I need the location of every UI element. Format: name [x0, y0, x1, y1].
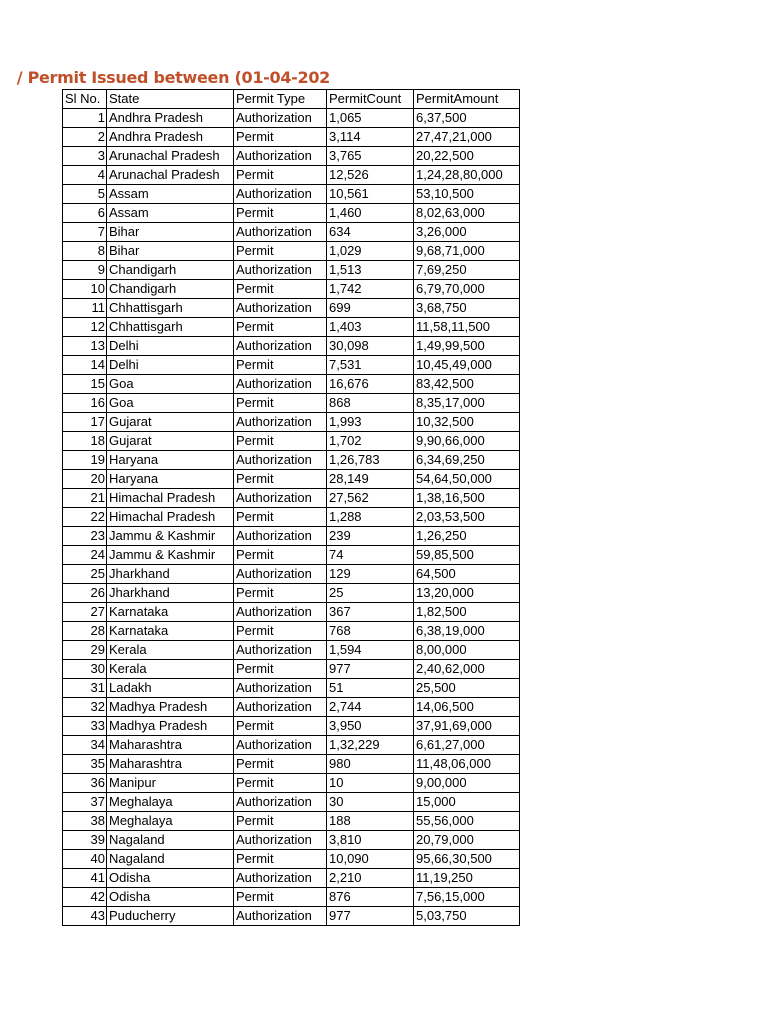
permit-amount-cell[interactable]: 3,68,750 — [414, 299, 520, 318]
table-row — [63, 204, 520, 223]
permit-count-cell[interactable]: 16,676 — [327, 375, 414, 394]
permit-type-cell[interactable]: Authorization — [234, 451, 327, 470]
permit-type-cell[interactable]: Permit — [234, 128, 327, 147]
state-cell[interactable]: Jharkhand — [107, 584, 234, 603]
permit-type-cell[interactable]: Permit — [234, 888, 327, 907]
sl-no-cell[interactable]: 9 — [63, 261, 107, 280]
permit-count-cell[interactable]: 977 — [327, 660, 414, 679]
permit-type-cell[interactable]: Permit — [234, 470, 327, 489]
sl-no-cell[interactable]: 38 — [63, 812, 107, 831]
permit-count-cell[interactable]: 51 — [327, 679, 414, 698]
table-row — [63, 717, 520, 736]
permit-amount-cell[interactable]: 1,82,500 — [414, 603, 520, 622]
permit-type-cell[interactable]: Authorization — [234, 185, 327, 204]
table-row — [63, 261, 520, 280]
permit-count-cell[interactable]: 25 — [327, 584, 414, 603]
permit-count-cell[interactable]: 28,149 — [327, 470, 414, 489]
state-cell[interactable]: Himachal Pradesh — [107, 508, 234, 527]
table-row — [63, 375, 520, 394]
table-row — [63, 907, 520, 926]
permit-amount-cell[interactable]: 55,56,000 — [414, 812, 520, 831]
state-cell[interactable]: Jharkhand — [107, 565, 234, 584]
state-cell[interactable]: Assam — [107, 204, 234, 223]
permit-count-cell[interactable]: 1,065 — [327, 109, 414, 128]
permit-type-cell[interactable]: Authorization — [234, 736, 327, 755]
permit-type-cell[interactable]: Permit — [234, 280, 327, 299]
permit-amount-cell[interactable]: 11,48,06,000 — [414, 755, 520, 774]
state-cell[interactable]: Puducherry — [107, 907, 234, 926]
sl-no-cell[interactable]: 39 — [63, 831, 107, 850]
permit-type-cell[interactable]: Authorization — [234, 413, 327, 432]
sl-no-cell[interactable]: 43 — [63, 907, 107, 926]
table-row — [63, 128, 520, 147]
sl-no-cell[interactable]: 22 — [63, 508, 107, 527]
permit-amount-cell[interactable]: 1,38,16,500 — [414, 489, 520, 508]
state-cell[interactable]: Delhi — [107, 356, 234, 375]
permit-amount-cell[interactable]: 2,03,53,500 — [414, 508, 520, 527]
permit-table — [62, 89, 520, 926]
permit-amount-cell[interactable]: 37,91,69,000 — [414, 717, 520, 736]
table-row — [63, 109, 520, 128]
sl-no-cell[interactable]: 2 — [63, 128, 107, 147]
permit-count-cell[interactable]: 30,098 — [327, 337, 414, 356]
permit-type-cell[interactable]: Permit — [234, 242, 327, 261]
table-row — [63, 793, 520, 812]
permit-amount-cell[interactable]: 1,26,250 — [414, 527, 520, 546]
permit-amount-cell[interactable]: 3,26,000 — [414, 223, 520, 242]
sl-no-cell[interactable]: 15 — [63, 375, 107, 394]
header-cell-permit-count[interactable]: PermitCount — [327, 90, 414, 109]
permit-type-cell[interactable]: Permit — [234, 432, 327, 451]
permit-count-cell[interactable]: 1,993 — [327, 413, 414, 432]
sl-no-cell[interactable]: 19 — [63, 451, 107, 470]
permit-amount-cell[interactable]: 59,85,500 — [414, 546, 520, 565]
state-cell[interactable]: Chandigarh — [107, 261, 234, 280]
sl-no-cell[interactable]: 10 — [63, 280, 107, 299]
sl-no-cell[interactable]: 11 — [63, 299, 107, 318]
table-row — [63, 394, 520, 413]
permit-count-cell[interactable]: 1,594 — [327, 641, 414, 660]
header-cell-permit-amount[interactable]: PermitAmount — [414, 90, 520, 109]
table-row — [63, 888, 520, 907]
permit-amount-cell[interactable]: 7,69,250 — [414, 261, 520, 280]
state-cell[interactable]: Delhi — [107, 337, 234, 356]
table-row — [63, 356, 520, 375]
permit-amount-cell[interactable]: 8,35,17,000 — [414, 394, 520, 413]
table-row — [63, 546, 520, 565]
permit-type-cell[interactable]: Authorization — [234, 223, 327, 242]
table-row — [63, 413, 520, 432]
state-cell[interactable]: Maharashtra — [107, 755, 234, 774]
table-row — [63, 299, 520, 318]
table-row — [63, 223, 520, 242]
table-row — [63, 603, 520, 622]
sl-no-cell[interactable]: 16 — [63, 394, 107, 413]
permit-count-cell[interactable]: 10 — [327, 774, 414, 793]
sl-no-cell[interactable]: 32 — [63, 698, 107, 717]
permit-count-cell[interactable]: 3,810 — [327, 831, 414, 850]
permit-count-cell[interactable]: 1,513 — [327, 261, 414, 280]
permit-count-cell[interactable]: 1,742 — [327, 280, 414, 299]
sl-no-cell[interactable]: 1 — [63, 109, 107, 128]
permit-amount-cell[interactable]: 11,58,11,500 — [414, 318, 520, 337]
sl-no-cell[interactable]: 26 — [63, 584, 107, 603]
permit-amount-cell[interactable]: 6,79,70,000 — [414, 280, 520, 299]
permit-type-cell[interactable]: Authorization — [234, 679, 327, 698]
state-cell[interactable]: Arunachal Pradesh — [107, 166, 234, 185]
table-row — [63, 698, 520, 717]
permit-type-cell[interactable]: Permit — [234, 812, 327, 831]
sl-no-cell[interactable]: 31 — [63, 679, 107, 698]
permit-type-cell[interactable]: Permit — [234, 850, 327, 869]
table-row — [63, 755, 520, 774]
permit-amount-cell[interactable]: 2,40,62,000 — [414, 660, 520, 679]
state-cell[interactable]: Manipur — [107, 774, 234, 793]
permit-count-cell[interactable]: 30 — [327, 793, 414, 812]
table-row — [63, 508, 520, 527]
sl-no-cell[interactable]: 8 — [63, 242, 107, 261]
state-cell[interactable]: Madhya Pradesh — [107, 717, 234, 736]
permit-amount-cell[interactable]: 9,00,000 — [414, 774, 520, 793]
table-row — [63, 337, 520, 356]
permit-amount-cell[interactable]: 1,24,28,80,000 — [414, 166, 520, 185]
table-row — [63, 280, 520, 299]
state-cell[interactable]: Himachal Pradesh — [107, 489, 234, 508]
state-cell[interactable]: Bihar — [107, 223, 234, 242]
permit-type-cell[interactable]: Authorization — [234, 261, 327, 280]
state-cell[interactable]: Nagaland — [107, 850, 234, 869]
permit-amount-cell[interactable]: 11,19,250 — [414, 869, 520, 888]
state-cell[interactable]: Gujarat — [107, 413, 234, 432]
permit-count-cell[interactable]: 634 — [327, 223, 414, 242]
sl-no-cell[interactable]: 25 — [63, 565, 107, 584]
sl-no-cell[interactable]: 4 — [63, 166, 107, 185]
permit-count-cell[interactable]: 74 — [327, 546, 414, 565]
permit-table-body — [63, 90, 520, 926]
permit-amount-cell[interactable]: 53,10,500 — [414, 185, 520, 204]
sl-no-cell[interactable]: 6 — [63, 204, 107, 223]
permit-count-cell[interactable]: 1,029 — [327, 242, 414, 261]
permit-type-cell[interactable]: Permit — [234, 318, 327, 337]
sl-no-cell[interactable]: 5 — [63, 185, 107, 204]
permit-amount-cell[interactable]: 6,61,27,000 — [414, 736, 520, 755]
permit-count-cell[interactable]: 367 — [327, 603, 414, 622]
state-cell[interactable]: Chandigarh — [107, 280, 234, 299]
table-row — [63, 318, 520, 337]
permit-type-cell[interactable]: Authorization — [234, 489, 327, 508]
permit-type-cell[interactable]: Permit — [234, 508, 327, 527]
permit-type-cell[interactable]: Authorization — [234, 147, 327, 166]
state-cell[interactable]: Bihar — [107, 242, 234, 261]
state-cell[interactable]: Meghalaya — [107, 812, 234, 831]
table-row — [63, 641, 520, 660]
permit-count-cell[interactable]: 10,561 — [327, 185, 414, 204]
permit-amount-cell[interactable]: 6,34,69,250 — [414, 451, 520, 470]
table-row — [63, 774, 520, 793]
sl-no-cell[interactable]: 23 — [63, 527, 107, 546]
permit-amount-cell[interactable]: 10,45,49,000 — [414, 356, 520, 375]
permit-type-cell[interactable]: Authorization — [234, 299, 327, 318]
header-cell-sl-no[interactable]: Sl No. — [63, 90, 107, 109]
permit-amount-cell[interactable]: 27,47,21,000 — [414, 128, 520, 147]
sl-no-cell[interactable]: 34 — [63, 736, 107, 755]
sl-no-cell[interactable]: 14 — [63, 356, 107, 375]
permit-count-cell[interactable]: 768 — [327, 622, 414, 641]
permit-count-cell[interactable]: 188 — [327, 812, 414, 831]
sl-no-cell[interactable]: 40 — [63, 850, 107, 869]
permit-type-cell[interactable]: Authorization — [234, 831, 327, 850]
state-cell[interactable]: Jammu & Kashmir — [107, 546, 234, 565]
table-row — [63, 584, 520, 603]
permit-type-cell[interactable]: Authorization — [234, 527, 327, 546]
permit-amount-cell[interactable]: 83,42,500 — [414, 375, 520, 394]
header-cell-state[interactable]: State — [107, 90, 234, 109]
state-cell[interactable]: Arunachal Pradesh — [107, 147, 234, 166]
state-cell[interactable]: Chhattisgarh — [107, 299, 234, 318]
state-cell[interactable]: Karnataka — [107, 603, 234, 622]
permit-type-cell[interactable]: Authorization — [234, 698, 327, 717]
table-row — [63, 660, 520, 679]
permit-count-cell[interactable]: 2,744 — [327, 698, 414, 717]
permit-type-cell[interactable]: Permit — [234, 204, 327, 223]
permit-count-cell[interactable]: 1,32,229 — [327, 736, 414, 755]
permit-type-cell[interactable]: Permit — [234, 660, 327, 679]
table-row — [63, 470, 520, 489]
state-cell[interactable]: Chhattisgarh — [107, 318, 234, 337]
state-cell[interactable]: Haryana — [107, 470, 234, 489]
permit-amount-cell[interactable]: 20,22,500 — [414, 147, 520, 166]
permit-amount-cell[interactable]: 15,000 — [414, 793, 520, 812]
permit-count-cell[interactable]: 1,288 — [327, 508, 414, 527]
permit-count-cell[interactable]: 10,090 — [327, 850, 414, 869]
sl-no-cell[interactable]: 17 — [63, 413, 107, 432]
permit-count-cell[interactable]: 129 — [327, 565, 414, 584]
table-row — [63, 185, 520, 204]
sl-no-cell[interactable]: 35 — [63, 755, 107, 774]
sl-no-cell[interactable]: 33 — [63, 717, 107, 736]
sl-no-cell[interactable]: 13 — [63, 337, 107, 356]
header-cell-permit-type[interactable]: Permit Type — [234, 90, 327, 109]
permit-amount-cell[interactable]: 6,38,19,000 — [414, 622, 520, 641]
permit-count-cell[interactable]: 7,531 — [327, 356, 414, 375]
sl-no-cell[interactable]: 20 — [63, 470, 107, 489]
permit-type-cell[interactable]: Permit — [234, 717, 327, 736]
table-row — [63, 489, 520, 508]
permit-type-cell[interactable]: Permit — [234, 584, 327, 603]
state-cell[interactable]: Karnataka — [107, 622, 234, 641]
state-cell[interactable]: Meghalaya — [107, 793, 234, 812]
permit-count-cell[interactable]: 12,526 — [327, 166, 414, 185]
permit-amount-cell[interactable]: 10,32,500 — [414, 413, 520, 432]
state-cell[interactable]: Gujarat — [107, 432, 234, 451]
state-cell[interactable]: Goa — [107, 375, 234, 394]
state-cell[interactable]: Nagaland — [107, 831, 234, 850]
permit-type-cell[interactable]: Authorization — [234, 793, 327, 812]
table-row — [63, 242, 520, 261]
permit-count-cell[interactable]: 3,114 — [327, 128, 414, 147]
permit-count-cell[interactable]: 980 — [327, 755, 414, 774]
table-row — [63, 147, 520, 166]
permit-count-cell[interactable]: 1,460 — [327, 204, 414, 223]
table-row — [63, 812, 520, 831]
permit-amount-cell[interactable]: 6,37,500 — [414, 109, 520, 128]
permit-type-cell[interactable]: Permit — [234, 622, 327, 641]
table-row — [63, 622, 520, 641]
state-cell[interactable]: Kerala — [107, 660, 234, 679]
permit-count-cell[interactable]: 868 — [327, 394, 414, 413]
sl-no-cell[interactable]: 21 — [63, 489, 107, 508]
table-row — [63, 166, 520, 185]
table-row — [63, 679, 520, 698]
permit-type-cell[interactable]: Authorization — [234, 337, 327, 356]
sl-no-cell[interactable]: 3 — [63, 147, 107, 166]
permit-count-cell[interactable]: 3,765 — [327, 147, 414, 166]
permit-type-cell[interactable]: Authorization — [234, 603, 327, 622]
sl-no-cell[interactable]: 28 — [63, 622, 107, 641]
permit-amount-cell[interactable]: 95,66,30,500 — [414, 850, 520, 869]
permit-type-cell[interactable]: Authorization — [234, 641, 327, 660]
sl-no-cell[interactable]: 36 — [63, 774, 107, 793]
permit-count-cell[interactable]: 2,210 — [327, 869, 414, 888]
table-row — [63, 850, 520, 869]
permit-type-cell[interactable]: Permit — [234, 166, 327, 185]
sl-no-cell[interactable]: 41 — [63, 869, 107, 888]
sl-no-cell[interactable]: 24 — [63, 546, 107, 565]
permit-count-cell[interactable]: 239 — [327, 527, 414, 546]
sl-no-cell[interactable]: 27 — [63, 603, 107, 622]
permit-count-cell[interactable]: 3,950 — [327, 717, 414, 736]
sl-no-cell[interactable]: 12 — [63, 318, 107, 337]
sl-no-cell[interactable]: 18 — [63, 432, 107, 451]
permit-type-cell[interactable]: Authorization — [234, 109, 327, 128]
permit-count-cell[interactable]: 699 — [327, 299, 414, 318]
state-cell[interactable]: Ladakh — [107, 679, 234, 698]
permit-count-cell[interactable]: 977 — [327, 907, 414, 926]
state-cell[interactable]: Jammu & Kashmir — [107, 527, 234, 546]
permit-type-cell[interactable]: Authorization — [234, 907, 327, 926]
permit-type-cell[interactable]: Permit — [234, 356, 327, 375]
permit-type-cell[interactable]: Authorization — [234, 565, 327, 584]
permit-amount-cell[interactable]: 64,500 — [414, 565, 520, 584]
permit-type-cell[interactable]: Authorization — [234, 869, 327, 888]
permit-amount-cell[interactable]: 13,20,000 — [414, 584, 520, 603]
header-row — [63, 90, 520, 109]
permit-amount-cell[interactable]: 8,02,63,000 — [414, 204, 520, 223]
state-cell[interactable]: Andhra Pradesh — [107, 128, 234, 147]
permit-amount-cell[interactable]: 14,06,500 — [414, 698, 520, 717]
table-row — [63, 736, 520, 755]
permit-amount-cell[interactable]: 8,00,000 — [414, 641, 520, 660]
table-row — [63, 565, 520, 584]
sheet-title — [16, 66, 330, 90]
permit-amount-cell[interactable]: 1,49,99,500 — [414, 337, 520, 356]
permit-count-cell[interactable]: 1,26,783 — [327, 451, 414, 470]
table-row — [63, 869, 520, 888]
permit-amount-cell[interactable]: 25,500 — [414, 679, 520, 698]
state-cell[interactable]: Maharashtra — [107, 736, 234, 755]
state-cell[interactable]: Haryana — [107, 451, 234, 470]
permit-amount-cell[interactable]: 20,79,000 — [414, 831, 520, 850]
sl-no-cell[interactable]: 29 — [63, 641, 107, 660]
permit-type-cell[interactable]: Permit — [234, 546, 327, 565]
permit-count-cell[interactable]: 1,403 — [327, 318, 414, 337]
permit-amount-cell[interactable]: 9,68,71,000 — [414, 242, 520, 261]
permit-type-cell[interactable]: Authorization — [234, 375, 327, 394]
permit-type-cell[interactable]: Permit — [234, 774, 327, 793]
sl-no-cell[interactable]: 37 — [63, 793, 107, 812]
permit-amount-cell[interactable]: 54,64,50,000 — [414, 470, 520, 489]
sl-no-cell[interactable]: 30 — [63, 660, 107, 679]
permit-amount-cell[interactable]: 7,56,15,000 — [414, 888, 520, 907]
table-row — [63, 451, 520, 470]
sl-no-cell[interactable]: 7 — [63, 223, 107, 242]
permit-count-cell[interactable]: 1,702 — [327, 432, 414, 451]
sl-no-cell[interactable]: 42 — [63, 888, 107, 907]
permit-amount-cell[interactable]: 5,03,750 — [414, 907, 520, 926]
state-cell[interactable]: Madhya Pradesh — [107, 698, 234, 717]
permit-type-cell[interactable]: Permit — [234, 394, 327, 413]
permit-amount-cell[interactable]: 9,90,66,000 — [414, 432, 520, 451]
permit-count-cell[interactable]: 876 — [327, 888, 414, 907]
table-row — [63, 432, 520, 451]
state-cell[interactable]: Assam — [107, 185, 234, 204]
permit-count-cell[interactable]: 27,562 — [327, 489, 414, 508]
state-cell[interactable]: Odisha — [107, 869, 234, 888]
table-row — [63, 831, 520, 850]
state-cell[interactable]: Odisha — [107, 888, 234, 907]
sheet-title-text: / Permit Issued between (01-04-202 — [16, 68, 330, 87]
state-cell[interactable]: Andhra Pradesh — [107, 109, 234, 128]
state-cell[interactable]: Goa — [107, 394, 234, 413]
table-row — [63, 527, 520, 546]
permit-type-cell[interactable]: Permit — [234, 755, 327, 774]
state-cell[interactable]: Kerala — [107, 641, 234, 660]
